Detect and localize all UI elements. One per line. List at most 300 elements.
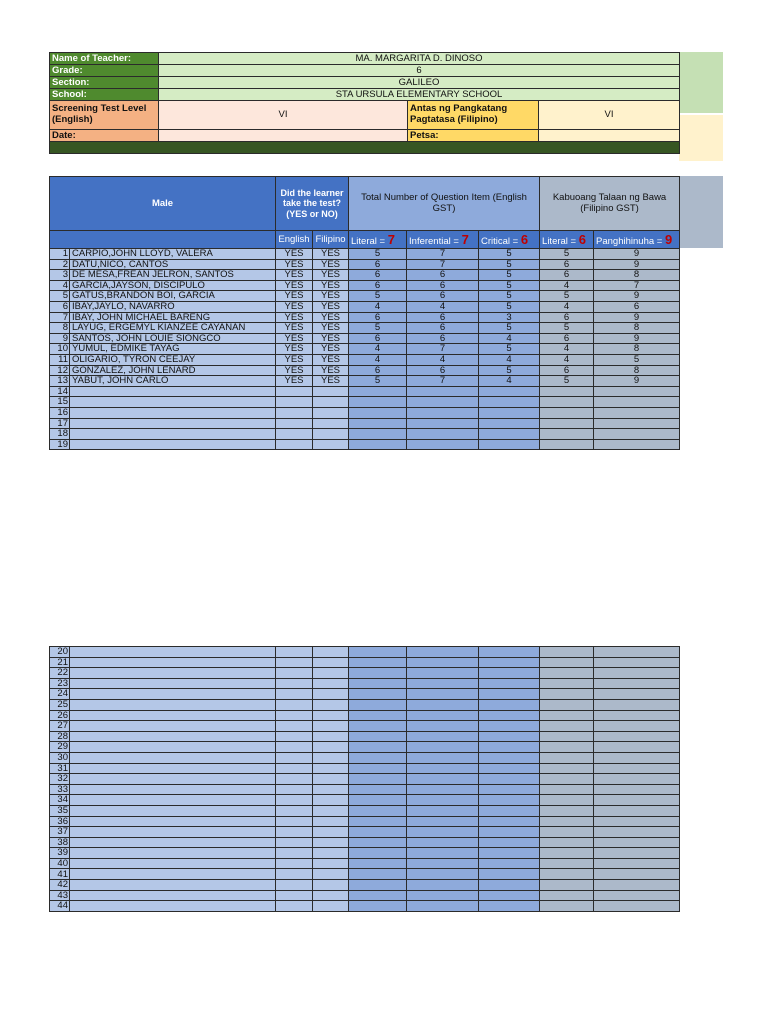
- filipino-took-cell[interactable]: [313, 742, 349, 753]
- critical-score-cell[interactable]: [479, 880, 540, 891]
- panghihinuha-score-cell[interactable]: 9: [594, 249, 680, 260]
- english-took-cell[interactable]: YES: [276, 365, 313, 376]
- filipino-took-cell[interactable]: [313, 858, 349, 869]
- panghihinuha-score-cell[interactable]: [594, 816, 680, 827]
- english-took-cell[interactable]: [276, 699, 313, 710]
- filipino-took-cell[interactable]: YES: [313, 365, 349, 376]
- inferential-score-cell[interactable]: 4: [407, 354, 479, 365]
- filipino-took-cell[interactable]: YES: [313, 291, 349, 302]
- fil-literal-score-cell[interactable]: [540, 901, 594, 912]
- panghihinuha-score-cell[interactable]: 9: [594, 291, 680, 302]
- learner-name-cell[interactable]: [70, 869, 276, 880]
- literal-score-cell[interactable]: [349, 689, 407, 700]
- panghihinuha-score-cell[interactable]: [594, 397, 680, 408]
- english-took-cell[interactable]: [276, 657, 313, 668]
- inferential-score-cell[interactable]: [407, 439, 479, 450]
- english-took-cell[interactable]: [276, 689, 313, 700]
- panghihinuha-score-cell[interactable]: [594, 439, 680, 450]
- panghihinuha-score-cell[interactable]: [594, 837, 680, 848]
- learner-name-cell[interactable]: GONZALEZ, JOHN LENARD: [70, 365, 276, 376]
- literal-score-cell[interactable]: [349, 890, 407, 901]
- english-took-cell[interactable]: YES: [276, 333, 313, 344]
- learner-name-cell[interactable]: [70, 816, 276, 827]
- learner-name-cell[interactable]: [70, 784, 276, 795]
- learner-name-cell[interactable]: [70, 901, 276, 912]
- literal-score-cell[interactable]: 6: [349, 365, 407, 376]
- inferential-score-cell[interactable]: [407, 699, 479, 710]
- english-took-cell[interactable]: [276, 731, 313, 742]
- learner-name-cell[interactable]: LAYUG, ERGEMYL KIANZEE CAYANAN: [70, 323, 276, 334]
- learner-name-cell[interactable]: [70, 657, 276, 668]
- critical-score-cell[interactable]: 5: [479, 365, 540, 376]
- literal-score-cell[interactable]: [349, 721, 407, 732]
- english-took-cell[interactable]: YES: [276, 291, 313, 302]
- fil-literal-score-cell[interactable]: [540, 418, 594, 429]
- filipino-took-cell[interactable]: [313, 439, 349, 450]
- inferential-score-cell[interactable]: 6: [407, 280, 479, 291]
- panghihinuha-score-cell[interactable]: [594, 795, 680, 806]
- panghihinuha-score-cell[interactable]: [594, 731, 680, 742]
- critical-score-cell[interactable]: [479, 827, 540, 838]
- panghihinuha-score-cell[interactable]: [594, 699, 680, 710]
- fil-literal-score-cell[interactable]: [540, 827, 594, 838]
- filipino-took-cell[interactable]: [313, 795, 349, 806]
- learner-name-cell[interactable]: [70, 647, 276, 658]
- english-took-cell[interactable]: [276, 869, 313, 880]
- critical-score-cell[interactable]: [479, 763, 540, 774]
- english-took-cell[interactable]: [276, 407, 313, 418]
- fil-literal-score-cell[interactable]: 4: [540, 354, 594, 365]
- inferential-score-cell[interactable]: 6: [407, 291, 479, 302]
- filipino-took-cell[interactable]: YES: [313, 259, 349, 270]
- learner-name-cell[interactable]: [70, 439, 276, 450]
- learner-name-cell[interactable]: [70, 795, 276, 806]
- literal-score-cell[interactable]: [349, 848, 407, 859]
- panghihinuha-score-cell[interactable]: [594, 890, 680, 901]
- english-took-cell[interactable]: [276, 774, 313, 785]
- english-took-cell[interactable]: [276, 742, 313, 753]
- screening-level-value[interactable]: VI: [159, 101, 408, 130]
- critical-score-cell[interactable]: [479, 689, 540, 700]
- critical-score-cell[interactable]: 4: [479, 376, 540, 387]
- literal-score-cell[interactable]: 4: [349, 354, 407, 365]
- inferential-score-cell[interactable]: [407, 721, 479, 732]
- panghihinuha-score-cell[interactable]: 9: [594, 333, 680, 344]
- inferential-score-cell[interactable]: [407, 901, 479, 912]
- english-took-cell[interactable]: [276, 858, 313, 869]
- literal-score-cell[interactable]: [349, 837, 407, 848]
- panghihinuha-score-cell[interactable]: 9: [594, 376, 680, 387]
- english-took-cell[interactable]: [276, 710, 313, 721]
- panghihinuha-score-cell[interactable]: 8: [594, 344, 680, 355]
- inferential-score-cell[interactable]: 4: [407, 301, 479, 312]
- teacher-value[interactable]: MA. MARGARITA D. DINOSO: [159, 53, 680, 65]
- critical-score-cell[interactable]: [479, 397, 540, 408]
- inferential-score-cell[interactable]: [407, 858, 479, 869]
- fil-literal-score-cell[interactable]: 5: [540, 291, 594, 302]
- fil-literal-score-cell[interactable]: [540, 837, 594, 848]
- filipino-took-cell[interactable]: [313, 407, 349, 418]
- learner-name-cell[interactable]: [70, 805, 276, 816]
- critical-score-cell[interactable]: [479, 407, 540, 418]
- inferential-score-cell[interactable]: 6: [407, 323, 479, 334]
- english-took-cell[interactable]: [276, 890, 313, 901]
- literal-score-cell[interactable]: [349, 731, 407, 742]
- inferential-score-cell[interactable]: [407, 880, 479, 891]
- learner-name-cell[interactable]: [70, 721, 276, 732]
- literal-score-cell[interactable]: [349, 678, 407, 689]
- inferential-score-cell[interactable]: [407, 795, 479, 806]
- english-took-cell[interactable]: [276, 752, 313, 763]
- learner-name-cell[interactable]: GARCIA,JAYSON, DISCIPULO: [70, 280, 276, 291]
- inferential-score-cell[interactable]: 7: [407, 376, 479, 387]
- literal-score-cell[interactable]: 5: [349, 323, 407, 334]
- learner-name-cell[interactable]: [70, 837, 276, 848]
- fil-literal-score-cell[interactable]: 6: [540, 259, 594, 270]
- critical-score-cell[interactable]: [479, 418, 540, 429]
- critical-score-cell[interactable]: 3: [479, 312, 540, 323]
- panghihinuha-score-cell[interactable]: 9: [594, 312, 680, 323]
- literal-score-cell[interactable]: [349, 774, 407, 785]
- english-took-cell[interactable]: YES: [276, 323, 313, 334]
- learner-name-cell[interactable]: [70, 699, 276, 710]
- critical-score-cell[interactable]: [479, 678, 540, 689]
- inferential-score-cell[interactable]: [407, 774, 479, 785]
- learner-name-cell[interactable]: IBAY, JOHN MICHAEL BARENG: [70, 312, 276, 323]
- filipino-took-cell[interactable]: [313, 805, 349, 816]
- fil-literal-score-cell[interactable]: [540, 647, 594, 658]
- literal-score-cell[interactable]: 6: [349, 280, 407, 291]
- learner-name-cell[interactable]: [70, 848, 276, 859]
- literal-score-cell[interactable]: [349, 784, 407, 795]
- filipino-took-cell[interactable]: [313, 901, 349, 912]
- inferential-score-cell[interactable]: 6: [407, 270, 479, 281]
- critical-score-cell[interactable]: [479, 668, 540, 679]
- fil-literal-score-cell[interactable]: [540, 752, 594, 763]
- panghihinuha-score-cell[interactable]: [594, 880, 680, 891]
- english-took-cell[interactable]: [276, 429, 313, 440]
- critical-score-cell[interactable]: 5: [479, 323, 540, 334]
- critical-score-cell[interactable]: 5: [479, 249, 540, 260]
- filipino-took-cell[interactable]: [313, 890, 349, 901]
- critical-score-cell[interactable]: [479, 890, 540, 901]
- english-took-cell[interactable]: [276, 668, 313, 679]
- panghihinuha-score-cell[interactable]: [594, 721, 680, 732]
- critical-score-cell[interactable]: 5: [479, 291, 540, 302]
- filipino-took-cell[interactable]: [313, 418, 349, 429]
- english-took-cell[interactable]: [276, 848, 313, 859]
- learner-name-cell[interactable]: YUMUL, EDMIKE TAYAG: [70, 344, 276, 355]
- literal-score-cell[interactable]: [349, 869, 407, 880]
- literal-score-cell[interactable]: 4: [349, 301, 407, 312]
- fil-literal-score-cell[interactable]: [540, 429, 594, 440]
- fil-literal-score-cell[interactable]: [540, 710, 594, 721]
- critical-score-cell[interactable]: 5: [479, 301, 540, 312]
- fil-literal-score-cell[interactable]: [540, 763, 594, 774]
- literal-score-cell[interactable]: [349, 699, 407, 710]
- panghihinuha-score-cell[interactable]: [594, 858, 680, 869]
- critical-score-cell[interactable]: [479, 795, 540, 806]
- critical-score-cell[interactable]: [479, 869, 540, 880]
- literal-score-cell[interactable]: 5: [349, 376, 407, 387]
- inferential-score-cell[interactable]: [407, 657, 479, 668]
- critical-score-cell[interactable]: [479, 848, 540, 859]
- date-value[interactable]: [159, 130, 408, 142]
- learner-name-cell[interactable]: YABUT, JOHN CARLO: [70, 376, 276, 387]
- fil-literal-score-cell[interactable]: [540, 657, 594, 668]
- learner-name-cell[interactable]: DE MESA,FREAN JELRON, SANTOS: [70, 270, 276, 281]
- inferential-score-cell[interactable]: 6: [407, 365, 479, 376]
- critical-score-cell[interactable]: [479, 721, 540, 732]
- fil-literal-score-cell[interactable]: 5: [540, 249, 594, 260]
- fil-literal-score-cell[interactable]: [540, 816, 594, 827]
- fil-literal-score-cell[interactable]: 6: [540, 312, 594, 323]
- learner-name-cell[interactable]: [70, 407, 276, 418]
- filipino-took-cell[interactable]: [313, 657, 349, 668]
- filipino-took-cell[interactable]: [313, 721, 349, 732]
- critical-score-cell[interactable]: 5: [479, 259, 540, 270]
- panghihinuha-score-cell[interactable]: [594, 407, 680, 418]
- inferential-score-cell[interactable]: [407, 678, 479, 689]
- english-took-cell[interactable]: [276, 439, 313, 450]
- critical-score-cell[interactable]: [479, 858, 540, 869]
- inferential-score-cell[interactable]: [407, 848, 479, 859]
- filipino-took-cell[interactable]: [313, 869, 349, 880]
- learner-name-cell[interactable]: OLIGARIO, TYRON CEEJAY: [70, 354, 276, 365]
- literal-score-cell[interactable]: [349, 647, 407, 658]
- learner-name-cell[interactable]: [70, 418, 276, 429]
- filipino-took-cell[interactable]: YES: [313, 344, 349, 355]
- fil-literal-score-cell[interactable]: 6: [540, 333, 594, 344]
- learner-name-cell[interactable]: [70, 710, 276, 721]
- literal-score-cell[interactable]: [349, 386, 407, 397]
- literal-score-cell[interactable]: [349, 657, 407, 668]
- literal-score-cell[interactable]: [349, 742, 407, 753]
- inferential-score-cell[interactable]: [407, 731, 479, 742]
- fil-literal-score-cell[interactable]: [540, 742, 594, 753]
- english-took-cell[interactable]: [276, 837, 313, 848]
- fil-literal-score-cell[interactable]: [540, 869, 594, 880]
- critical-score-cell[interactable]: 4: [479, 354, 540, 365]
- learner-name-cell[interactable]: [70, 880, 276, 891]
- literal-score-cell[interactable]: 6: [349, 312, 407, 323]
- fil-literal-score-cell[interactable]: [540, 397, 594, 408]
- fil-literal-score-cell[interactable]: [540, 731, 594, 742]
- filipino-took-cell[interactable]: [313, 710, 349, 721]
- learner-name-cell[interactable]: [70, 429, 276, 440]
- fil-literal-score-cell[interactable]: [540, 805, 594, 816]
- inferential-score-cell[interactable]: 7: [407, 259, 479, 270]
- inferential-score-cell[interactable]: [407, 869, 479, 880]
- petsa-value[interactable]: [539, 130, 680, 142]
- filipino-took-cell[interactable]: YES: [313, 354, 349, 365]
- inferential-score-cell[interactable]: [407, 742, 479, 753]
- critical-score-cell[interactable]: [479, 699, 540, 710]
- learner-name-cell[interactable]: GATUS,BRANDON BOI, GARCIA: [70, 291, 276, 302]
- literal-score-cell[interactable]: 6: [349, 270, 407, 281]
- filipino-took-cell[interactable]: [313, 386, 349, 397]
- critical-score-cell[interactable]: [479, 429, 540, 440]
- critical-score-cell[interactable]: [479, 901, 540, 912]
- section-value[interactable]: GALILEO: [159, 77, 680, 89]
- inferential-score-cell[interactable]: [407, 407, 479, 418]
- critical-score-cell[interactable]: 5: [479, 280, 540, 291]
- literal-score-cell[interactable]: [349, 439, 407, 450]
- filipino-took-cell[interactable]: YES: [313, 376, 349, 387]
- filipino-took-cell[interactable]: YES: [313, 249, 349, 260]
- panghihinuha-score-cell[interactable]: [594, 752, 680, 763]
- literal-score-cell[interactable]: [349, 407, 407, 418]
- filipino-took-cell[interactable]: [313, 880, 349, 891]
- learner-name-cell[interactable]: [70, 763, 276, 774]
- learner-name-cell[interactable]: [70, 890, 276, 901]
- literal-score-cell[interactable]: [349, 858, 407, 869]
- inferential-score-cell[interactable]: 7: [407, 344, 479, 355]
- panghihinuha-score-cell[interactable]: 5: [594, 354, 680, 365]
- panghihinuha-score-cell[interactable]: [594, 774, 680, 785]
- english-took-cell[interactable]: [276, 721, 313, 732]
- english-took-cell[interactable]: [276, 816, 313, 827]
- literal-score-cell[interactable]: 6: [349, 259, 407, 270]
- english-took-cell[interactable]: [276, 880, 313, 891]
- filipino-took-cell[interactable]: [313, 784, 349, 795]
- fil-literal-score-cell[interactable]: [540, 848, 594, 859]
- learner-name-cell[interactable]: [70, 386, 276, 397]
- learner-name-cell[interactable]: [70, 858, 276, 869]
- panghihinuha-score-cell[interactable]: 6: [594, 301, 680, 312]
- inferential-score-cell[interactable]: [407, 890, 479, 901]
- english-took-cell[interactable]: YES: [276, 280, 313, 291]
- english-took-cell[interactable]: YES: [276, 270, 313, 281]
- fil-literal-score-cell[interactable]: [540, 699, 594, 710]
- antas-value[interactable]: VI: [539, 101, 680, 130]
- literal-score-cell[interactable]: [349, 418, 407, 429]
- filipino-took-cell[interactable]: YES: [313, 312, 349, 323]
- inferential-score-cell[interactable]: [407, 837, 479, 848]
- panghihinuha-score-cell[interactable]: [594, 647, 680, 658]
- panghihinuha-score-cell[interactable]: [594, 742, 680, 753]
- panghihinuha-score-cell[interactable]: [594, 689, 680, 700]
- filipino-took-cell[interactable]: YES: [313, 301, 349, 312]
- critical-score-cell[interactable]: 5: [479, 344, 540, 355]
- literal-score-cell[interactable]: [349, 880, 407, 891]
- fil-literal-score-cell[interactable]: 4: [540, 344, 594, 355]
- fil-literal-score-cell[interactable]: 4: [540, 301, 594, 312]
- inferential-score-cell[interactable]: [407, 816, 479, 827]
- learner-name-cell[interactable]: [70, 774, 276, 785]
- filipino-took-cell[interactable]: [313, 731, 349, 742]
- filipino-took-cell[interactable]: [313, 678, 349, 689]
- fil-literal-score-cell[interactable]: 4: [540, 280, 594, 291]
- inferential-score-cell[interactable]: [407, 805, 479, 816]
- fil-literal-score-cell[interactable]: [540, 858, 594, 869]
- literal-score-cell[interactable]: [349, 827, 407, 838]
- fil-literal-score-cell[interactable]: [540, 721, 594, 732]
- panghihinuha-score-cell[interactable]: 8: [594, 365, 680, 376]
- inferential-score-cell[interactable]: [407, 418, 479, 429]
- english-took-cell[interactable]: [276, 901, 313, 912]
- literal-score-cell[interactable]: 6: [349, 333, 407, 344]
- critical-score-cell[interactable]: [479, 647, 540, 658]
- filipino-took-cell[interactable]: [313, 668, 349, 679]
- panghihinuha-score-cell[interactable]: [594, 710, 680, 721]
- fil-literal-score-cell[interactable]: [540, 678, 594, 689]
- filipino-took-cell[interactable]: [313, 827, 349, 838]
- panghihinuha-score-cell[interactable]: [594, 668, 680, 679]
- filipino-took-cell[interactable]: [313, 752, 349, 763]
- panghihinuha-score-cell[interactable]: [594, 763, 680, 774]
- english-took-cell[interactable]: YES: [276, 312, 313, 323]
- panghihinuha-score-cell[interactable]: [594, 418, 680, 429]
- learner-name-cell[interactable]: [70, 668, 276, 679]
- inferential-score-cell[interactable]: [407, 710, 479, 721]
- literal-score-cell[interactable]: [349, 429, 407, 440]
- fil-literal-score-cell[interactable]: [540, 784, 594, 795]
- panghihinuha-score-cell[interactable]: [594, 805, 680, 816]
- literal-score-cell[interactable]: [349, 397, 407, 408]
- filipino-took-cell[interactable]: YES: [313, 333, 349, 344]
- critical-score-cell[interactable]: [479, 657, 540, 668]
- filipino-took-cell[interactable]: [313, 763, 349, 774]
- fil-literal-score-cell[interactable]: 6: [540, 365, 594, 376]
- inferential-score-cell[interactable]: [407, 827, 479, 838]
- filipino-took-cell[interactable]: [313, 429, 349, 440]
- panghihinuha-score-cell[interactable]: [594, 784, 680, 795]
- learner-name-cell[interactable]: [70, 827, 276, 838]
- fil-literal-score-cell[interactable]: 5: [540, 376, 594, 387]
- english-took-cell[interactable]: [276, 678, 313, 689]
- fil-literal-score-cell[interactable]: [540, 689, 594, 700]
- critical-score-cell[interactable]: [479, 784, 540, 795]
- english-took-cell[interactable]: [276, 647, 313, 658]
- learner-name-cell[interactable]: [70, 689, 276, 700]
- english-took-cell[interactable]: [276, 827, 313, 838]
- english-took-cell[interactable]: YES: [276, 249, 313, 260]
- filipino-took-cell[interactable]: [313, 699, 349, 710]
- literal-score-cell[interactable]: [349, 901, 407, 912]
- filipino-took-cell[interactable]: YES: [313, 323, 349, 334]
- english-took-cell[interactable]: YES: [276, 354, 313, 365]
- literal-score-cell[interactable]: [349, 816, 407, 827]
- filipino-took-cell[interactable]: [313, 774, 349, 785]
- filipino-took-cell[interactable]: YES: [313, 270, 349, 281]
- inferential-score-cell[interactable]: [407, 784, 479, 795]
- learner-name-cell[interactable]: [70, 742, 276, 753]
- filipino-took-cell[interactable]: [313, 837, 349, 848]
- english-took-cell[interactable]: YES: [276, 344, 313, 355]
- filipino-took-cell[interactable]: [313, 848, 349, 859]
- literal-score-cell[interactable]: [349, 763, 407, 774]
- panghihinuha-score-cell[interactable]: [594, 678, 680, 689]
- literal-score-cell[interactable]: 4: [349, 344, 407, 355]
- school-value[interactable]: STA URSULA ELEMENTARY SCHOOL: [159, 89, 680, 101]
- critical-score-cell[interactable]: [479, 439, 540, 450]
- literal-score-cell[interactable]: [349, 805, 407, 816]
- filipino-took-cell[interactable]: [313, 689, 349, 700]
- inferential-score-cell[interactable]: [407, 763, 479, 774]
- fil-literal-score-cell[interactable]: [540, 774, 594, 785]
- literal-score-cell[interactable]: [349, 668, 407, 679]
- inferential-score-cell[interactable]: [407, 689, 479, 700]
- panghihinuha-score-cell[interactable]: 8: [594, 270, 680, 281]
- english-took-cell[interactable]: YES: [276, 376, 313, 387]
- inferential-score-cell[interactable]: [407, 647, 479, 658]
- english-took-cell[interactable]: [276, 763, 313, 774]
- english-took-cell[interactable]: [276, 397, 313, 408]
- literal-score-cell[interactable]: 5: [349, 291, 407, 302]
- inferential-score-cell[interactable]: [407, 429, 479, 440]
- english-took-cell[interactable]: [276, 386, 313, 397]
